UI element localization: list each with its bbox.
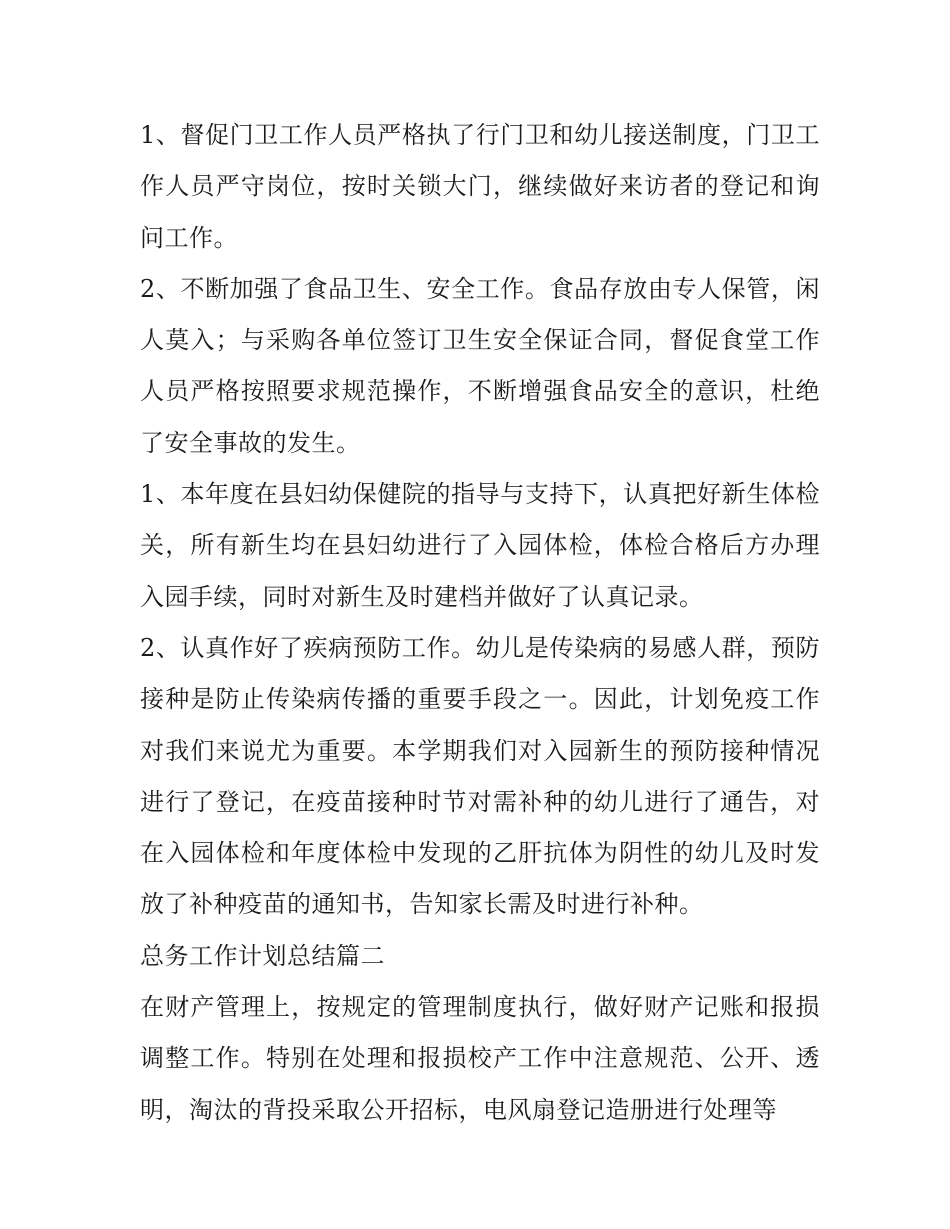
paragraph-asset-management: 在财产管理上，按规定的管理制度执行，做好财产记账和报损调整工作。特别在处理和报损校产工作中注意规范、公开、透明，淘汰的背投采取公开招标，电风扇登记造册进行处理等: [140, 993, 820, 1124]
document-body: [140, 110, 820, 1136]
paragraph-gatekeeper-duty: 1、督促门卫工作人员严格执了行门卫和幼儿接送制度，门卫工作人员严守岗位，按时关锁大门，继续做好来访者的登记和询问工作。: [140, 121, 820, 252]
paragraph-food-safety: 2、不断加强了食品卫生、安全工作。食品存放由专人保管，闲人莫入；与采购各单位签订卫生安全保证合同，督促食堂工作人员严格按照要求规范操作，不断增强食品安全的意识，杜绝了安全事故的发生。: [140, 274, 820, 457]
paragraph-health-check: 1、本年度在县妇幼保健院的指导与支持下，认真把好新生体检关，所有新生均在县妇幼进行了入园体检，体检合格后方办理入园手续，同时对新生及时建档并做好了认真记录。: [140, 480, 820, 611]
section-heading: 总务工作计划总结篇二: [140, 941, 385, 970]
paragraph-disease-prevention: 2、认真作好了疾病预防工作。幼儿是传染病的易感人群，预防接种是防止传染病传播的重要手段之一。因此，计划免疫工作对我们来说尤为重要。本学期我们对入园新生的预防接种情况进行了登记，在疫苗接种时节对需补种的幼儿进行了通告，对在入园体检和年度体检中发现的乙肝抗体为阴性的幼儿及时发放了补种疫苗的通知书，告知家长需及时进行补种。: [140, 633, 820, 919]
